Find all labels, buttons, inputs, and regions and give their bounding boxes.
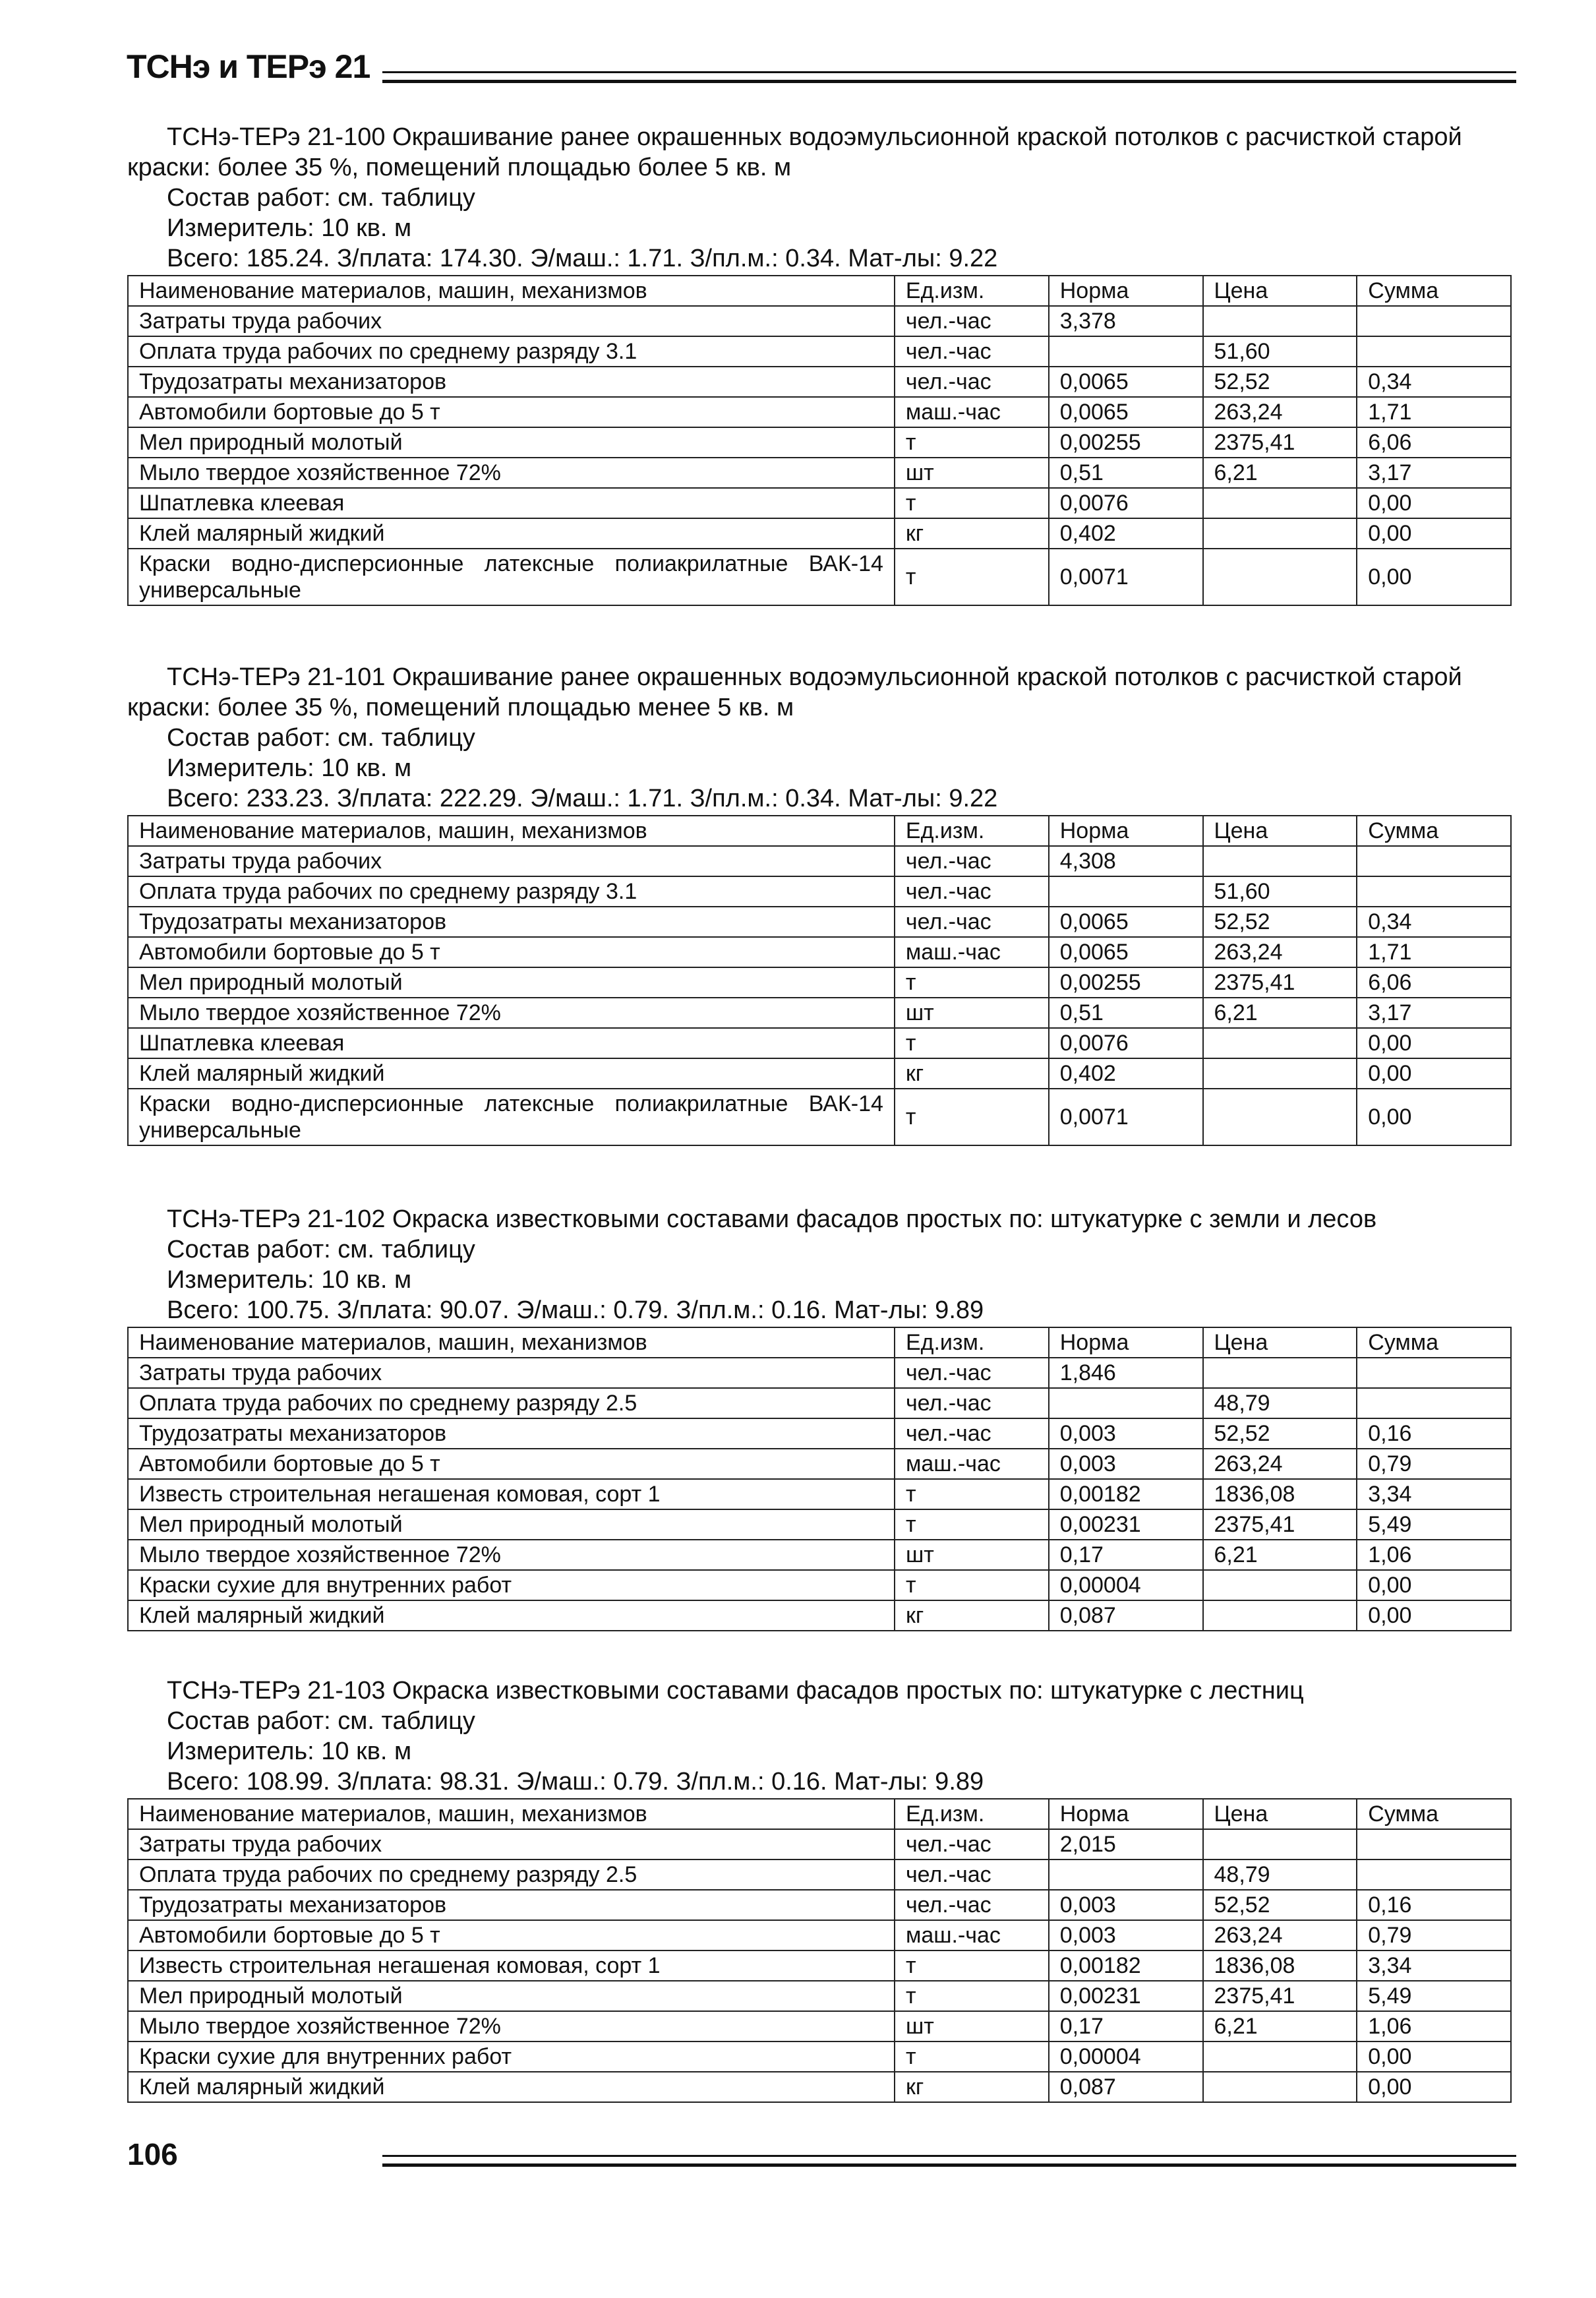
table-row <box>128 1600 1511 1631</box>
table-cell <box>1203 1600 1357 1631</box>
table-cell: 0,79 <box>1357 1449 1511 1479</box>
column-header: Ед.изм. <box>895 276 1049 306</box>
table-cell <box>1203 518 1357 549</box>
section-totals: Всего: 233.23. З/плата: 222.29. Э/маш.: 1.71. З/пл.м.: 0.34. Мат-лы: 9.22 <box>167 785 998 812</box>
column-header: Сумма <box>1357 816 1511 846</box>
table-cell: 51,60 <box>1203 876 1357 907</box>
table-cell: Мел природный молотый <box>128 427 895 458</box>
section-totals: Всего: 185.24. З/плата: 174.30. Э/маш.: 1.71. З/пл.м.: 0.34. Мат-лы: 9.22 <box>167 245 998 272</box>
column-header: Наименование материалов, машин, механизмов <box>128 1799 895 1829</box>
section-21-100 <box>127 122 1512 606</box>
table-cell: 1836,08 <box>1203 1950 1357 1981</box>
resource-table <box>127 275 1512 606</box>
column-header: Сумма <box>1357 1327 1511 1358</box>
table-row <box>128 1540 1511 1570</box>
resource-table <box>127 1798 1512 2103</box>
table-cell: Мел природный молотый <box>128 1981 895 2011</box>
table-row <box>128 1829 1511 1860</box>
table-cell: маш.-час <box>895 397 1049 427</box>
column-header: Ед.изм. <box>895 816 1049 846</box>
table-row <box>128 937 1511 967</box>
table-cell: чел.-час <box>895 846 1049 876</box>
table-row <box>128 518 1511 549</box>
table-cell: 1,846 <box>1049 1358 1203 1388</box>
table-cell: 52,52 <box>1203 1418 1357 1449</box>
table-cell: 1836,08 <box>1203 1479 1357 1509</box>
section-composition: Состав работ: см. таблицу <box>167 724 475 752</box>
column-header: Норма <box>1049 1799 1203 1829</box>
table-cell <box>1049 336 1203 367</box>
table-cell: Мыло твердое хозяйственное 72% <box>128 1540 895 1570</box>
table-cell: маш.-час <box>895 1449 1049 1479</box>
table-cell <box>1049 1388 1203 1418</box>
table-cell: 6,06 <box>1357 967 1511 998</box>
table-cell: 0,087 <box>1049 1600 1203 1631</box>
column-header: Цена <box>1203 1327 1357 1358</box>
table-cell: Мыло твердое хозяйственное 72% <box>128 458 895 488</box>
resource-table <box>127 815 1512 1146</box>
table-cell <box>1357 876 1511 907</box>
table-cell: 48,79 <box>1203 1860 1357 1890</box>
table-cell: Шпатлевка клеевая <box>128 488 895 518</box>
table-cell: 0,003 <box>1049 1418 1203 1449</box>
column-header: Наименование материалов, машин, механизмов <box>128 816 895 846</box>
table-cell: Мел природный молотый <box>128 967 895 998</box>
table-cell: Мыло твердое хозяйственное 72% <box>128 2011 895 2041</box>
table-cell: Трудозатраты механизаторов <box>128 1890 895 1920</box>
table-cell: 3,17 <box>1357 458 1511 488</box>
table-cell: 4,308 <box>1049 846 1203 876</box>
table-cell <box>1049 876 1203 907</box>
table-cell: 0,0076 <box>1049 1028 1203 1058</box>
table-cell: 0,00231 <box>1049 1509 1203 1540</box>
section-title: ТСНэ-ТЕРэ 21-102 Окраска известковыми составами фасадов простых по: штукатурке с земли и лесов <box>167 1205 1377 1233</box>
table-cell: т <box>895 2041 1049 2072</box>
table-cell: Клей малярный жидкий <box>128 518 895 549</box>
table-cell <box>1203 488 1357 518</box>
table-cell: 2375,41 <box>1203 967 1357 998</box>
table-cell: чел.-час <box>895 907 1049 937</box>
table-cell: 0,0065 <box>1049 907 1203 937</box>
table-cell: 0,00004 <box>1049 2041 1203 2072</box>
table-cell: 0,16 <box>1357 1418 1511 1449</box>
table-cell: т <box>895 1570 1049 1600</box>
table-row <box>128 1570 1511 1600</box>
table-cell: 3,34 <box>1357 1950 1511 1981</box>
section-composition: Состав работ: см. таблицу <box>167 184 475 212</box>
table-cell: 0,00 <box>1357 2072 1511 2102</box>
table-cell: кг <box>895 2072 1049 2102</box>
table-cell: 0,00231 <box>1049 1981 1203 2011</box>
table-cell: т <box>895 1509 1049 1540</box>
section-21-103 <box>127 1676 1512 2103</box>
table-cell <box>1357 1388 1511 1418</box>
table-cell: 1,06 <box>1357 2011 1511 2041</box>
column-header: Цена <box>1203 1799 1357 1829</box>
table-row <box>128 1920 1511 1950</box>
table-cell: 52,52 <box>1203 907 1357 937</box>
header-rule <box>382 71 1516 83</box>
table-cell: чел.-час <box>895 876 1049 907</box>
table-cell: 0,0076 <box>1049 488 1203 518</box>
table-cell: т <box>895 967 1049 998</box>
table-cell: Оплата труда рабочих по среднему разряду 2.5 <box>128 1860 895 1890</box>
table-cell: Известь строительная негашеная комовая, сорт 1 <box>128 1950 895 1981</box>
table-cell: Известь строительная негашеная комовая, сорт 1 <box>128 1479 895 1509</box>
table-cell: Затраты труда рабочих <box>128 846 895 876</box>
table-header-row <box>128 816 1511 846</box>
table-cell <box>1203 1570 1357 1600</box>
table-cell: Краски водно-дисперсионные латексные полиакрилатные ВАК-14 универсальные <box>128 1089 895 1145</box>
table-cell <box>1357 306 1511 336</box>
table-cell: чел.-час <box>895 1890 1049 1920</box>
table-row <box>128 2011 1511 2041</box>
footer-rule <box>382 2155 1516 2167</box>
table-cell: Краски сухие для внутренних работ <box>128 1570 895 1600</box>
column-header: Норма <box>1049 276 1203 306</box>
section-totals: Всего: 108.99. З/плата: 98.31. Э/маш.: 0.79. З/пл.м.: 0.16. Мат-лы: 9.89 <box>167 1768 984 1796</box>
table-row <box>128 397 1511 427</box>
table-cell: 0,00 <box>1357 1570 1511 1600</box>
table-cell: чел.-час <box>895 336 1049 367</box>
table-cell: 0,34 <box>1357 367 1511 397</box>
table-cell: Оплата труда рабочих по среднему разряду 3.1 <box>128 336 895 367</box>
table-cell: 2375,41 <box>1203 427 1357 458</box>
table-cell: кг <box>895 1058 1049 1089</box>
table-cell: Затраты труда рабочих <box>128 1829 895 1860</box>
table-row <box>128 367 1511 397</box>
table-cell: чел.-час <box>895 1418 1049 1449</box>
table-cell: 263,24 <box>1203 937 1357 967</box>
table-row <box>128 1981 1511 2011</box>
table-cell: 0,003 <box>1049 1890 1203 1920</box>
table-cell: 0,00 <box>1357 488 1511 518</box>
table-header-row <box>128 1799 1511 1829</box>
table-cell <box>1357 1829 1511 1860</box>
table-cell: шт <box>895 458 1049 488</box>
column-header: Норма <box>1049 816 1203 846</box>
section-21-101 <box>127 662 1512 1146</box>
table-cell: т <box>895 549 1049 605</box>
table-cell: Мел природный молотый <box>128 1509 895 1540</box>
table-cell: кг <box>895 1600 1049 1631</box>
table-cell: т <box>895 1089 1049 1145</box>
table-cell: 6,06 <box>1357 427 1511 458</box>
table-row <box>128 1418 1511 1449</box>
table-row <box>128 998 1511 1028</box>
table-cell: маш.-час <box>895 937 1049 967</box>
table-row <box>128 549 1511 605</box>
table-cell: Клей малярный жидкий <box>128 1600 895 1631</box>
table-cell <box>1203 306 1357 336</box>
table-row <box>128 1479 1511 1509</box>
table-cell: Шпатлевка клеевая <box>128 1028 895 1058</box>
table-cell: 2375,41 <box>1203 1509 1357 1540</box>
table-cell: 5,49 <box>1357 1981 1511 2011</box>
table-header-row <box>128 276 1511 306</box>
table-cell: Автомобили бортовые до 5 т <box>128 1920 895 1950</box>
table-cell: 0,00 <box>1357 1600 1511 1631</box>
table-row <box>128 1950 1511 1981</box>
table-cell: т <box>895 427 1049 458</box>
table-cell: 0,00255 <box>1049 427 1203 458</box>
section-composition: Состав работ: см. таблицу <box>167 1707 475 1735</box>
table-cell: 5,49 <box>1357 1509 1511 1540</box>
table-cell: 3,378 <box>1049 306 1203 336</box>
table-cell: чел.-час <box>895 306 1049 336</box>
column-header: Сумма <box>1357 276 1511 306</box>
table-row <box>128 876 1511 907</box>
table-cell: 0,00 <box>1357 1089 1511 1145</box>
table-cell <box>1203 846 1357 876</box>
table-row <box>128 1058 1511 1089</box>
table-cell: 0,003 <box>1049 1920 1203 1950</box>
table-cell: шт <box>895 998 1049 1028</box>
table-row <box>128 1388 1511 1418</box>
table-row <box>128 306 1511 336</box>
table-cell: 0,0071 <box>1049 549 1203 605</box>
table-cell <box>1203 1829 1357 1860</box>
table-cell: Автомобили бортовые до 5 т <box>128 937 895 967</box>
table-cell <box>1357 1358 1511 1388</box>
table-row <box>128 1089 1511 1145</box>
column-header: Цена <box>1203 276 1357 306</box>
section-title: ТСНэ-ТЕРэ 21-103 Окраска известковыми составами фасадов простых по: штукатурке с лестниц <box>167 1677 1304 1705</box>
table-row <box>128 1860 1511 1890</box>
table-row <box>128 1358 1511 1388</box>
table-cell: т <box>895 1950 1049 1981</box>
table-cell: маш.-час <box>895 1920 1049 1950</box>
table-cell: Трудозатраты механизаторов <box>128 1418 895 1449</box>
resource-table <box>127 1327 1512 1631</box>
table-cell: т <box>895 1981 1049 2011</box>
table-cell <box>1203 2041 1357 2072</box>
table-cell: 1,71 <box>1357 397 1511 427</box>
table-row <box>128 488 1511 518</box>
table-cell: чел.-час <box>895 1358 1049 1388</box>
table-cell: чел.-час <box>895 1829 1049 1860</box>
section-title: ТСНэ-ТЕРэ 21-100 Окрашивание ранее окрашенных водоэмульсионной краской потолков с расчисткой старой краски: более 35 %, помещений площадью более 5 кв. м <box>127 123 1462 181</box>
column-header: Норма <box>1049 1327 1203 1358</box>
table-cell <box>1203 2072 1357 2102</box>
page-number: 106 <box>127 2137 178 2171</box>
column-header: Ед.изм. <box>895 1799 1049 1829</box>
table-cell <box>1203 1358 1357 1388</box>
table-cell: чел.-час <box>895 367 1049 397</box>
table-cell: 0,00182 <box>1049 1479 1203 1509</box>
table-cell: 6,21 <box>1203 458 1357 488</box>
table-cell: 263,24 <box>1203 1920 1357 1950</box>
table-cell: 0,00182 <box>1049 1950 1203 1981</box>
section-totals: Всего: 100.75. З/плата: 90.07. Э/маш.: 0.79. З/пл.м.: 0.16. Мат-лы: 9.89 <box>167 1296 984 1324</box>
table-cell <box>1203 549 1357 605</box>
table-cell: 0,17 <box>1049 1540 1203 1570</box>
table-cell: Трудозатраты механизаторов <box>128 907 895 937</box>
table-cell: 0,402 <box>1049 1058 1203 1089</box>
table-cell: 0,0071 <box>1049 1089 1203 1145</box>
section-unit: Измеритель: 10 кв. м <box>167 214 412 242</box>
column-header: Ед.изм. <box>895 1327 1049 1358</box>
table-cell: 0,17 <box>1049 2011 1203 2041</box>
table-row <box>128 907 1511 937</box>
table-cell: чел.-час <box>895 1388 1049 1418</box>
table-row <box>128 2072 1511 2102</box>
column-header: Наименование материалов, машин, механизмов <box>128 1327 895 1358</box>
table-cell <box>1203 1028 1357 1058</box>
section-unit: Измеритель: 10 кв. м <box>167 754 412 782</box>
section-21-102 <box>127 1204 1512 1631</box>
table-cell: 0,00 <box>1357 2041 1511 2072</box>
column-header: Цена <box>1203 816 1357 846</box>
section-composition: Состав работ: см. таблицу <box>167 1236 475 1263</box>
table-cell: 0,16 <box>1357 1890 1511 1920</box>
table-cell: т <box>895 488 1049 518</box>
table-cell: 52,52 <box>1203 367 1357 397</box>
table-cell: 1,06 <box>1357 1540 1511 1570</box>
table-cell: 51,60 <box>1203 336 1357 367</box>
column-header: Наименование материалов, машин, механизмов <box>128 276 895 306</box>
table-cell: Трудозатраты механизаторов <box>128 367 895 397</box>
table-cell: 0,087 <box>1049 2072 1203 2102</box>
table-row <box>128 1509 1511 1540</box>
section-title: ТСНэ-ТЕРэ 21-101 Окрашивание ранее окрашенных водоэмульсионной краской потолков с расчисткой старой краски: более 35 %, помещений площадью менее 5 кв. м <box>127 663 1462 721</box>
table-row <box>128 427 1511 458</box>
table-cell: 3,34 <box>1357 1479 1511 1509</box>
table-row <box>128 967 1511 998</box>
table-cell: Краски водно-дисперсионные латексные полиакрилатные ВАК-14 универсальные <box>128 549 895 605</box>
table-cell: 48,79 <box>1203 1388 1357 1418</box>
table-cell: Клей малярный жидкий <box>128 2072 895 2102</box>
table-cell: Клей малярный жидкий <box>128 1058 895 1089</box>
table-cell: 2375,41 <box>1203 1981 1357 2011</box>
section-unit: Измеритель: 10 кв. м <box>167 1266 412 1294</box>
table-cell: 0,79 <box>1357 1920 1511 1950</box>
table-cell: 0,0065 <box>1049 397 1203 427</box>
table-cell: 0,00004 <box>1049 1570 1203 1600</box>
table-cell: 0,00 <box>1357 518 1511 549</box>
column-header: Сумма <box>1357 1799 1511 1829</box>
table-row <box>128 1449 1511 1479</box>
table-cell: 2,015 <box>1049 1829 1203 1860</box>
table-cell: Оплата труда рабочих по среднему разряду 2.5 <box>128 1388 895 1418</box>
table-cell: Краски сухие для внутренних работ <box>128 2041 895 2072</box>
table-cell: Автомобили бортовые до 5 т <box>128 397 895 427</box>
table-cell: т <box>895 1028 1049 1058</box>
table-cell <box>1049 1860 1203 1890</box>
table-cell: 0,402 <box>1049 518 1203 549</box>
table-cell <box>1357 1860 1511 1890</box>
table-row <box>128 1028 1511 1058</box>
table-cell <box>1203 1089 1357 1145</box>
table-cell: 1,71 <box>1357 937 1511 967</box>
table-row <box>128 458 1511 488</box>
table-cell: 3,17 <box>1357 998 1511 1028</box>
table-cell: 0,51 <box>1049 458 1203 488</box>
table-cell: шт <box>895 2011 1049 2041</box>
table-cell: Затраты труда рабочих <box>128 1358 895 1388</box>
table-cell: 0,00 <box>1357 1028 1511 1058</box>
table-cell: 6,21 <box>1203 998 1357 1028</box>
table-cell: 0,51 <box>1049 998 1203 1028</box>
table-cell: Мыло твердое хозяйственное 72% <box>128 998 895 1028</box>
table-cell: кг <box>895 518 1049 549</box>
table-cell: 0,0065 <box>1049 367 1203 397</box>
table-cell: 0,0065 <box>1049 937 1203 967</box>
table-cell: 6,21 <box>1203 1540 1357 1570</box>
table-cell <box>1357 846 1511 876</box>
section-unit: Измеритель: 10 кв. м <box>167 1738 412 1765</box>
table-cell: 0,00255 <box>1049 967 1203 998</box>
table-row <box>128 846 1511 876</box>
page-header-title: ТСНэ и ТЕРэ 21 <box>127 48 370 85</box>
table-cell: 263,24 <box>1203 397 1357 427</box>
table-row <box>128 336 1511 367</box>
table-cell: чел.-час <box>895 1860 1049 1890</box>
table-cell: 263,24 <box>1203 1449 1357 1479</box>
table-cell: шт <box>895 1540 1049 1570</box>
table-cell: 0,00 <box>1357 1058 1511 1089</box>
table-cell: 6,21 <box>1203 2011 1357 2041</box>
table-row <box>128 2041 1511 2072</box>
table-cell: 0,34 <box>1357 907 1511 937</box>
table-cell: 0,003 <box>1049 1449 1203 1479</box>
table-cell: т <box>895 1479 1049 1509</box>
table-cell: 0,00 <box>1357 549 1511 605</box>
table-header-row <box>128 1327 1511 1358</box>
table-cell: Затраты труда рабочих <box>128 306 895 336</box>
table-cell: Оплата труда рабочих по среднему разряду 3.1 <box>128 876 895 907</box>
table-cell: Автомобили бортовые до 5 т <box>128 1449 895 1479</box>
table-cell: 52,52 <box>1203 1890 1357 1920</box>
table-row <box>128 1890 1511 1920</box>
table-cell <box>1203 1058 1357 1089</box>
table-cell <box>1357 336 1511 367</box>
